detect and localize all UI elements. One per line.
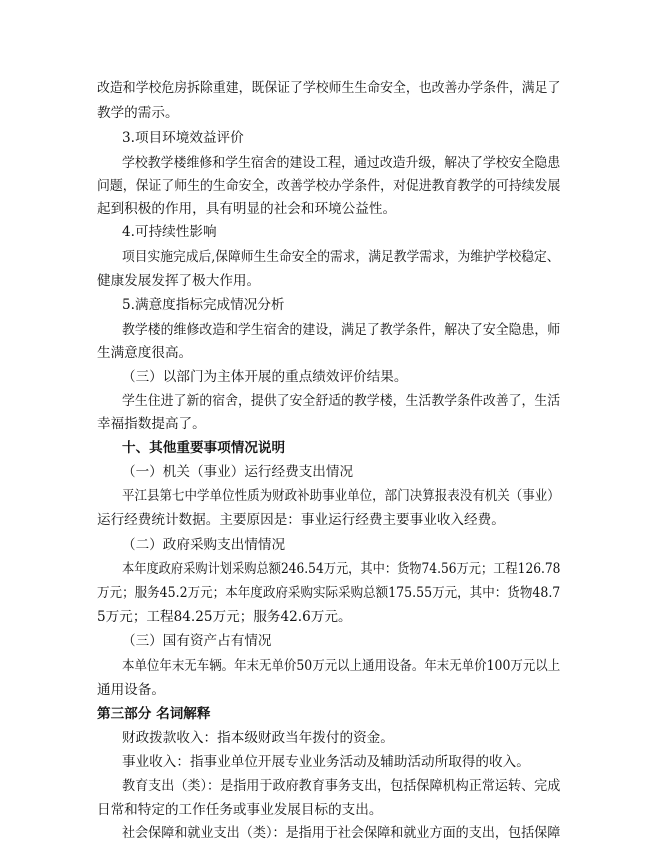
section-heading: （三）国有资产占有情况 [122,633,272,649]
paragraph-line: 万元；服务45.2万元；本年度政府采购实际采购总额175.55万元，其中：货物48.7 [97,585,561,601]
section-heading: 4.可持续性影响 [122,224,217,240]
section-heading: （二）政府采购支出情情况 [122,537,286,553]
paragraph-line: 健康发展发挥了极大作用。 [97,273,261,289]
paragraph-line: 改造和学校危房拆除重建，既保证了学校师生生命安全，也改善办学条件，满足了 [97,80,561,96]
paragraph-line: 学生住进了新的宿舍，提供了安全舒适的教学楼，生活教学条件改善了，生活 [122,393,561,409]
part-heading: 第三部分 名词解释 [97,706,211,722]
paragraph-line: 本单位年末无车辆。年末无单价50万元以上通用设备。年末无单价100万元以上 [122,658,561,674]
paragraph-line: 5万元；工程84.25万元；服务42.6万元。 [97,609,352,625]
section-heading: （三）以部门为主体开展的重点绩效评价结果。 [122,369,408,385]
section-heading: （一）机关（事业）运行经费支出情况 [122,464,354,480]
paragraph-line: 运行经费统计数据。主要原因是：事业运行经费主要事业收入经费。 [97,512,505,528]
paragraph-line: 教学楼的维修改造和学生宿舍的建设，满足了教学条件，解决了安全隐患，师 [122,322,561,338]
chapter-heading: 十、其他重要事项情况说明 [122,440,286,456]
glossary-entry: 社会保障和就业支出（类）：是指用于社会保障和就业方面的支出，包括保障 [122,825,561,841]
section-heading: 5.满意度指标完成情况分析 [122,297,285,313]
paragraph-line: 本年度政府采购计划采购总额246.54万元，其中：货物74.56万元；工程126.78 [122,561,561,577]
paragraph-line: 幸福指数提高了。 [97,416,206,432]
paragraph-line: 日常和特定的工作任务或事业发展目标的支出。 [97,802,383,818]
glossary-entry: 事业收入：指事业单位开展专业业务活动及辅助活动所取得的收入。 [122,754,530,770]
paragraph-line: 项目实施完成后,保障师生生命安全的需求，满足教学需求，为维护学校稳定、 [122,249,560,265]
paragraph-line: 问题，保证了师生的生命安全，改善学校办学条件，对促进教育教学的可持续发展 [97,178,561,194]
paragraph-line: 起到积极的作用，具有明显的社会和环境公益性。 [97,201,397,217]
paragraph-line: 平江县第七中学单位性质为财政补助事业单位，部门决算报表没有机关（事业） [122,488,560,504]
paragraph-line: 教学的需示。 [97,105,179,121]
paragraph-line: 生满意度很高。 [97,345,193,361]
glossary-entry: 教育支出（类）：是指用于政府教育事务支出，包括保障机构正常运转、完成 [122,778,561,794]
section-heading: 3.项目环境效益评价 [122,130,244,146]
paragraph-line: 通用设备。 [97,682,165,698]
glossary-entry: 财政拨款收入：指本级财政当年拨付的资金。 [122,730,394,746]
paragraph-line: 学校教学楼维修和学生宿舍的建设工程，通过改造升级，解决了学校安全隐患 [122,155,561,171]
